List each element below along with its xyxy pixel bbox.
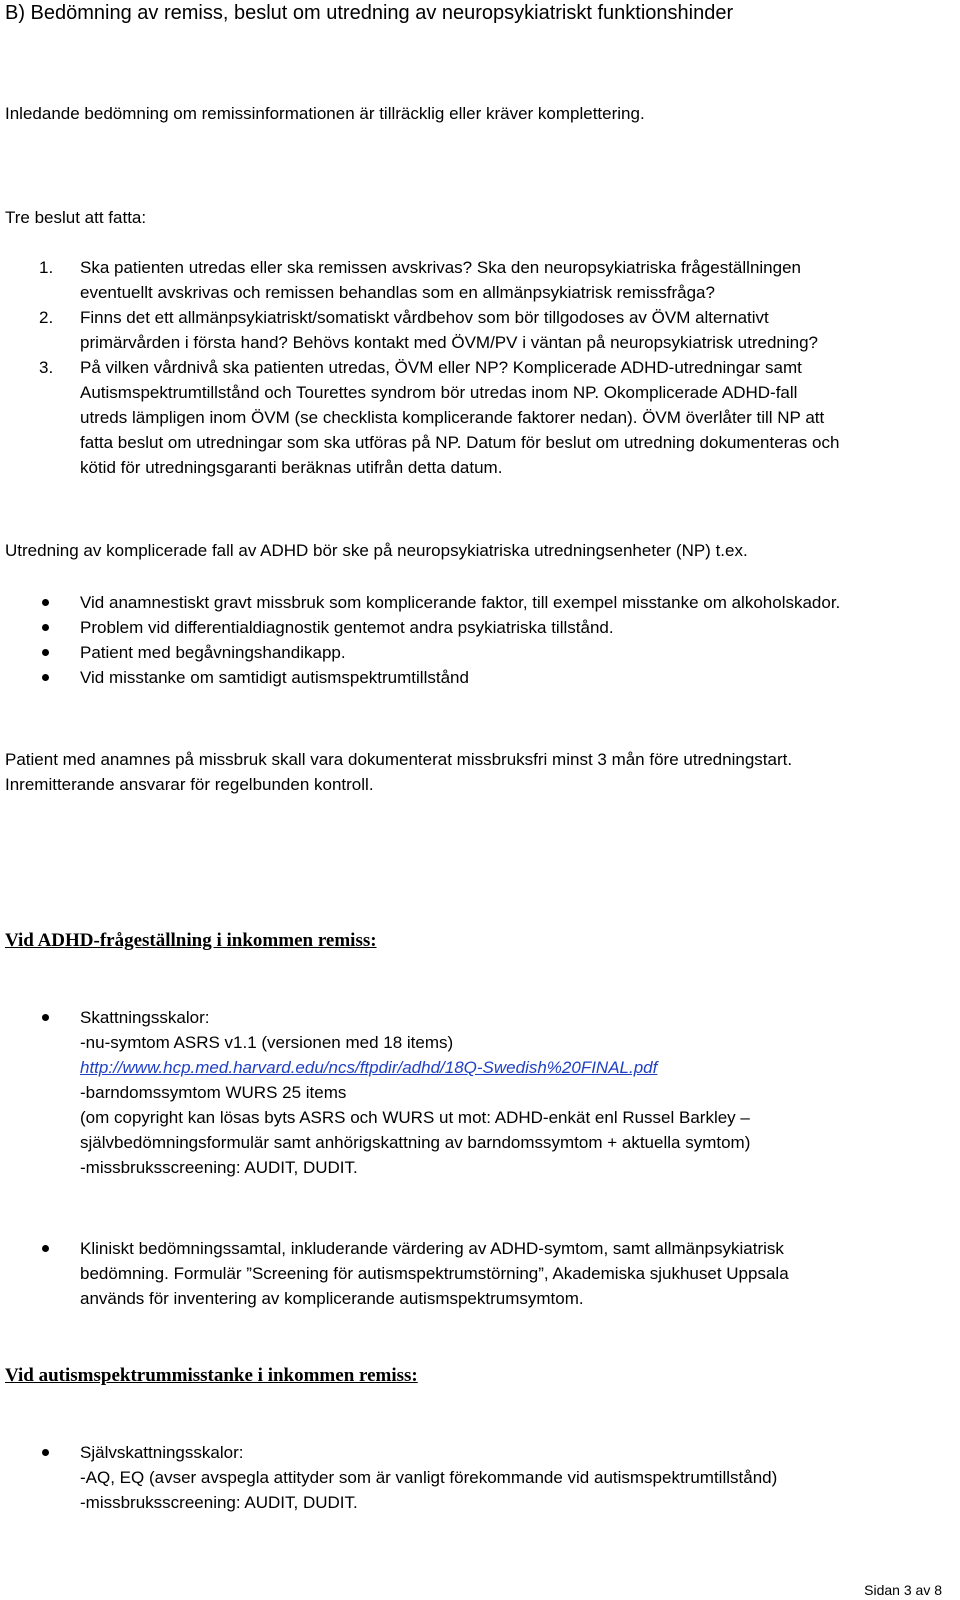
page-title: B) Bedömning av remiss, beslut om utredning av neuropsykiatriskt funktionshinder	[5, 2, 734, 24]
abuse-note	[5, 747, 944, 797]
bullet-icon	[42, 599, 49, 606]
asrs-pdf-link[interactable]: http://www.hcp.med.harvard.edu/ncs/ftpdir/adhd/18Q-Swedish%20FINAL.pdf	[80, 1058, 658, 1077]
decision-number: 3.	[39, 358, 54, 377]
list-item-text: -AQ, EQ (avser avspegla attityder som är vanligt förekommande vid autismspektrumtillstånd)	[80, 1468, 778, 1487]
list-item	[5, 1440, 944, 1515]
decision-line: Ska patienten utredas eller ska remissen avskrivas? Ska den neuropsykiatriska frågeställningen	[80, 258, 801, 277]
decision-item-2	[5, 305, 944, 355]
bullet-icon	[42, 649, 49, 656]
bullet-icon	[42, 1014, 49, 1021]
list-item-text: -missbruksscreening: AUDIT, DUDIT.	[80, 1493, 358, 1512]
list-item-text: (om copyright kan lösas byts ASRS och WURS ut mot: ADHD-enkät enl Russel Barkley –	[80, 1108, 750, 1127]
decision-line: primärvården i första hand? Behövs kontakt med ÖVM/PV i väntan på neuropsykiatrisk utredning?	[80, 333, 818, 352]
bullet-icon	[42, 1245, 49, 1252]
adhd-list	[5, 1005, 944, 1180]
list-item-text: Problem vid differentialdiagnostik gentemot andra psykiatriska tillstånd.	[80, 618, 614, 637]
list-item-text: används för inventering av komplicerande autismspektrumsymtom.	[80, 1289, 584, 1308]
decision-item-3	[5, 355, 944, 480]
decision-item-1	[5, 255, 944, 305]
list-item-text: självbedömningsformulär samt anhörigskattning av barndomssymtom + aktuella symtom)	[80, 1133, 751, 1152]
list-item-text: bedömning. Formulär ”Screening för autismspektrumstörning”, Akademiska sjukhuset Uppsala	[80, 1264, 789, 1283]
abuse-note-line: Inremitterande ansvarar för regelbunden kontroll.	[5, 775, 374, 794]
autism-heading: Vid autismspektrummisstanke i inkommen remiss:	[5, 1365, 418, 1386]
complicated-list	[5, 590, 944, 690]
bullet-icon	[42, 674, 49, 681]
adhd-list-2	[5, 1236, 944, 1311]
decision-line: eventuellt avskrivas och remissen behandlas som en allmänpsykiatrisk remissfråga?	[80, 283, 715, 302]
decision-line: fatta beslut om utredningar som ska utföras på NP. Datum för beslut om utredning dokumenteras och	[80, 433, 840, 452]
decision-line: På vilken vårdnivå ska patienten utredas, ÖVM eller NP? Komplicerade ADHD-utredningar samt	[80, 358, 802, 377]
list-item	[5, 665, 944, 690]
autism-list	[5, 1440, 944, 1515]
intro-text: Inledande bedömning om remissinformationen är tillräcklig eller kräver komplettering.	[5, 104, 645, 123]
list-item-text: Patient med begåvningshandikapp.	[80, 643, 346, 662]
list-item	[5, 1236, 944, 1311]
decisions-list	[5, 255, 944, 480]
bullet-icon	[42, 624, 49, 631]
decisions-heading: Tre beslut att fatta:	[5, 208, 147, 227]
list-item	[5, 615, 944, 640]
list-item-text: Skattningsskalor:	[80, 1008, 210, 1027]
list-item	[5, 590, 944, 615]
page-number: Sidan 3 av 8	[864, 1582, 942, 1598]
list-item-text: Vid misstanke om samtidigt autismspektrumtillstånd	[80, 668, 469, 687]
list-item-text: Självskattningsskalor:	[80, 1443, 244, 1462]
list-item-text: Kliniskt bedömningssamtal, inkluderande värdering av ADHD-symtom, samt allmänpsykiatrisk	[80, 1239, 784, 1258]
complicated-intro: Utredning av komplicerade fall av ADHD bör ske på neuropsykiatriska utredningsenheter (NP) t.ex.	[5, 541, 748, 560]
decision-line: kötid för utredningsgaranti beräknas utifrån detta datum.	[80, 458, 503, 477]
list-item-text: -nu-symtom ASRS v1.1 (versionen med 18 items)	[80, 1033, 454, 1052]
decision-line: Finns det ett allmänpsykiatriskt/somatiskt vårdbehov som bör tillgodoses av ÖVM alternativt	[80, 308, 769, 327]
bullet-icon	[42, 1449, 49, 1456]
list-item-text: -missbruksscreening: AUDIT, DUDIT.	[80, 1158, 358, 1177]
adhd-heading: Vid ADHD-frågeställning i inkommen remiss:	[5, 930, 377, 951]
list-item	[5, 640, 944, 665]
decision-line: Autismspektrumtillstånd och Tourettes syndrom bör utredas inom NP. Okomplicerade ADHD-fall	[80, 383, 798, 402]
list-item	[5, 1005, 944, 1180]
decision-number: 1.	[39, 258, 54, 277]
list-item-text: Vid anamnestiskt gravt missbruk som komplicerande faktor, till exempel misstanke om alkoholskador.	[80, 593, 841, 612]
list-item-text: -barndomssymtom WURS 25 items	[80, 1083, 347, 1102]
decision-number: 2.	[39, 308, 54, 327]
decision-line: utreds lämpligen inom ÖVM (se checklista komplicerande faktorer nedan). ÖVM överlåter till NP att	[80, 408, 825, 427]
abuse-note-line: Patient med anamnes på missbruk skall vara dokumenterat missbruksfri minst 3 mån före utredningstart.	[5, 750, 793, 769]
